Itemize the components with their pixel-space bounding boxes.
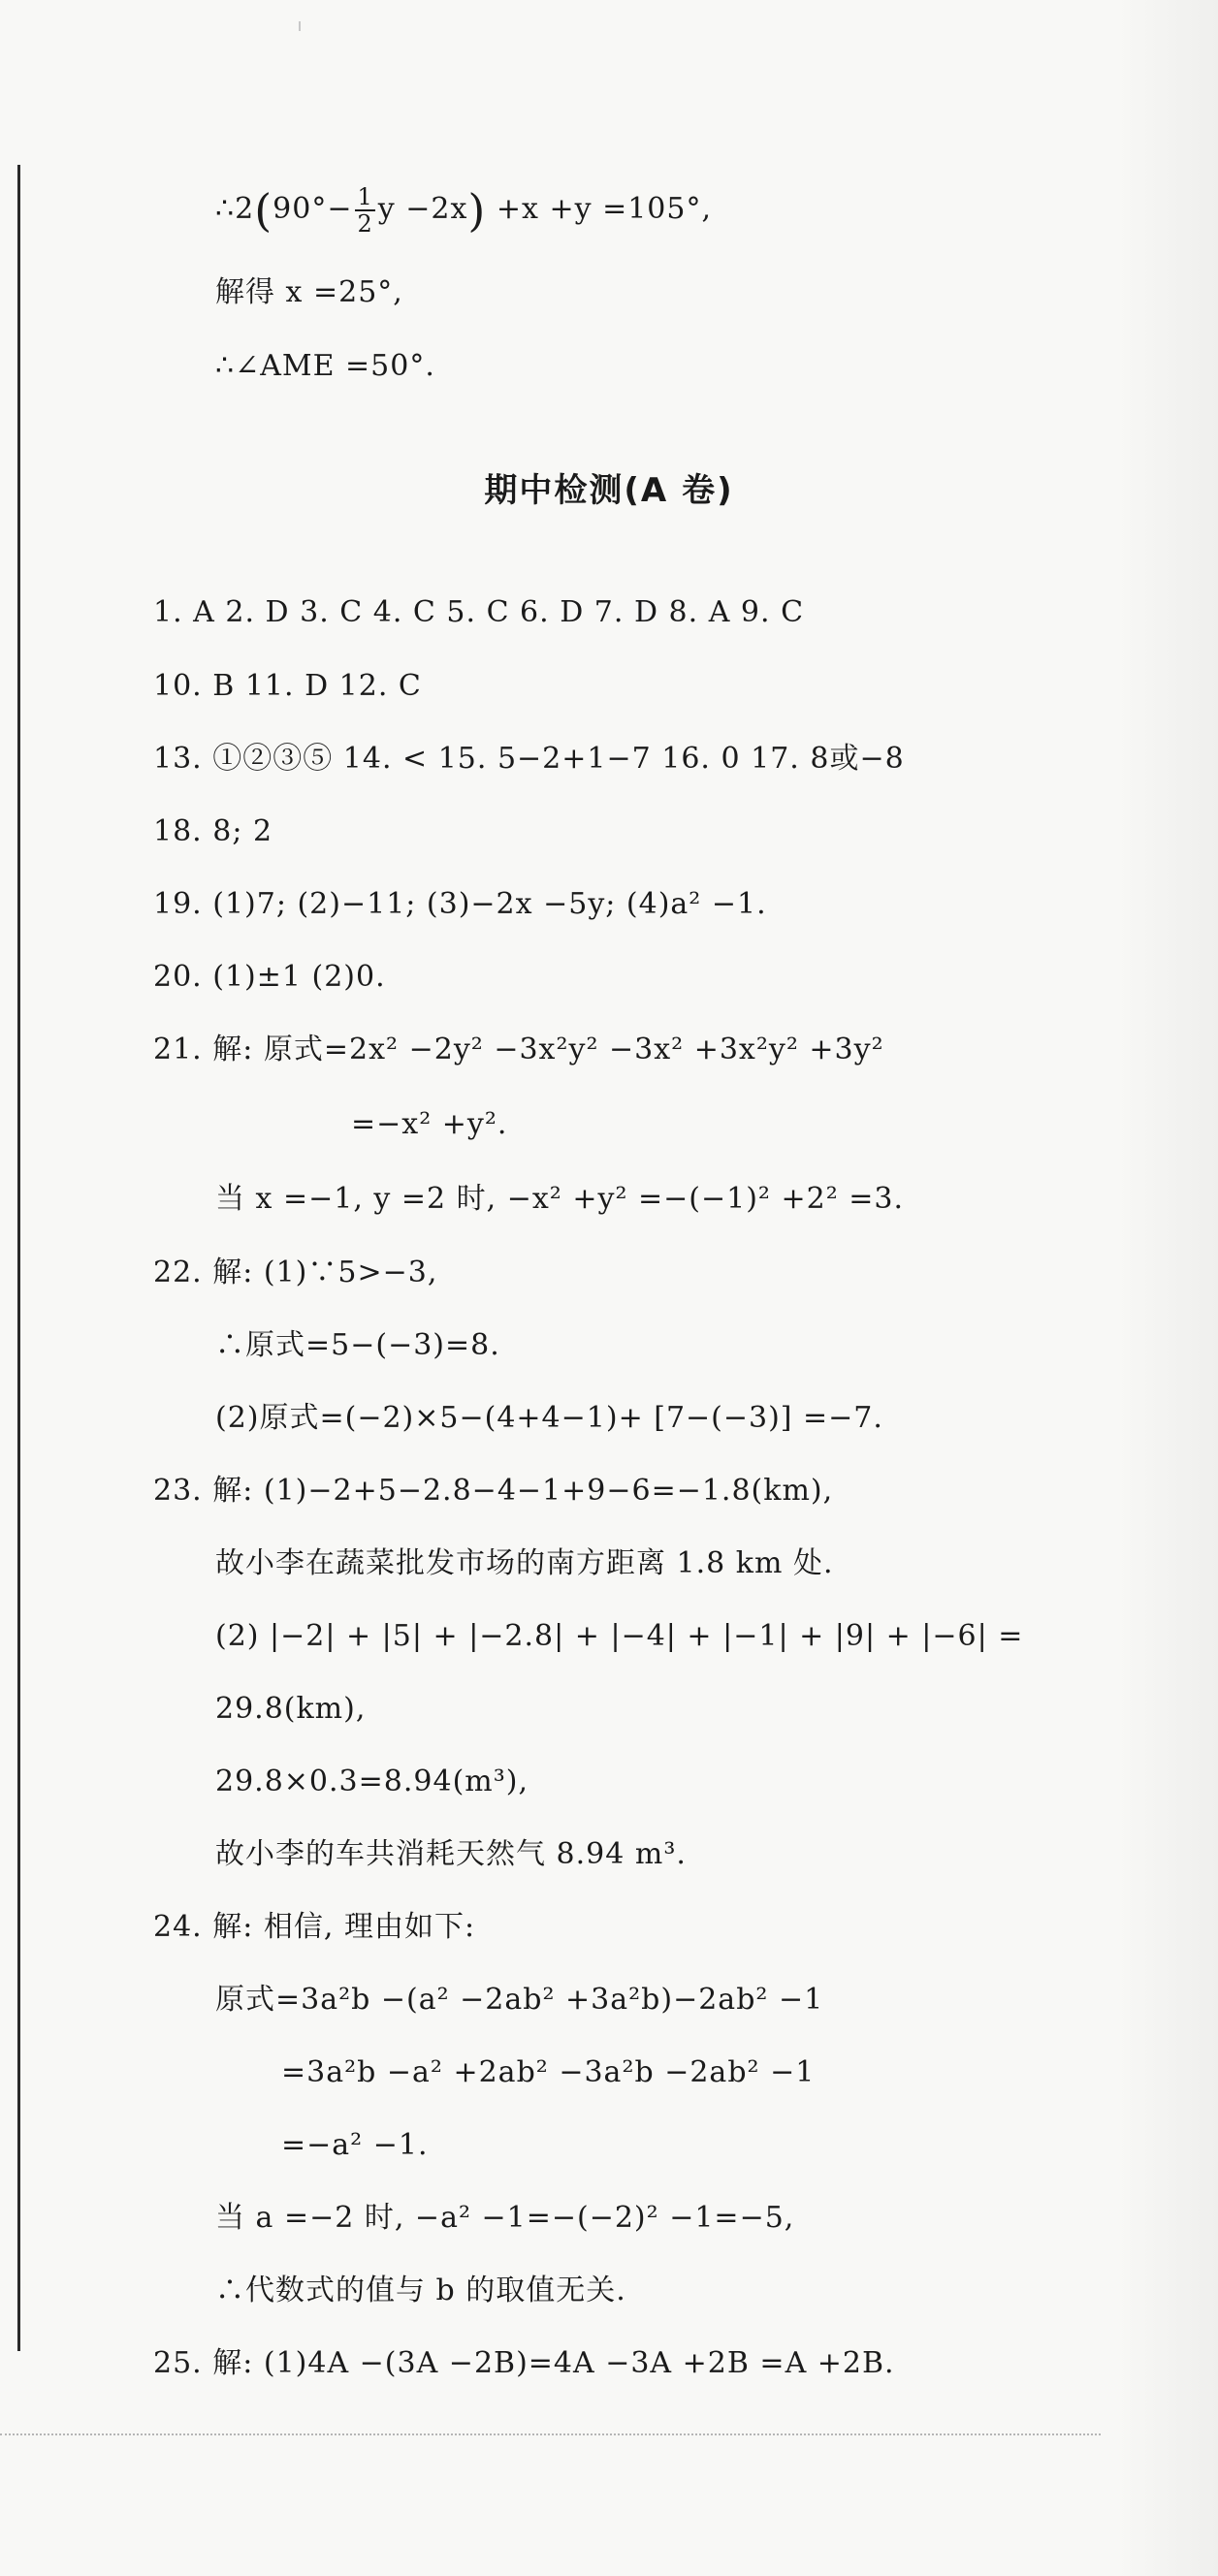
fraction-numerator: 1 <box>357 183 373 210</box>
answer-line: 29.8×0.3=8.94(m³), <box>215 1765 529 1798</box>
answer-line: 1. A 2. D 3. C 4. C 5. C 6. D 7. D 8. A 9. C <box>153 595 805 629</box>
equation-term: 90°− <box>272 192 353 226</box>
answer-line: 20. (1)±1 (2)0. <box>153 960 386 994</box>
answer-line: 故小李在蔬菜批发市场的南方距离 1.8 km 处. <box>215 1546 834 1580</box>
answer-line: (2)原式=(−2)×5−(4+4−1)+ [7−(−3)] =−7. <box>215 1401 883 1435</box>
answer-line: 23. 解: (1)−2+5−2.8−4−1+9−6=−1.8(km), <box>153 1474 834 1508</box>
answer-line: 29.8(km), <box>215 1692 367 1726</box>
page-edge-shade <box>1115 0 1218 2576</box>
answer-line: 13. ①②③⑤ 14. < 15. 5−2+1−7 16. 0 17. 8或−8 <box>153 742 905 776</box>
answer-line: 当 a =−2 时, −a² −1=−(−2)² −1=−5, <box>215 2201 795 2235</box>
answer-line: 故小李的车共消耗天然气 8.94 m³. <box>215 1837 687 1871</box>
conclusion-line: ∴∠AME =50°. <box>215 349 435 383</box>
answer-line: 10. B 11. D 12. C <box>153 669 422 703</box>
answer-line: 24. 解: 相信, 理由如下: <box>153 1910 476 1944</box>
scan-mark <box>299 21 301 31</box>
paren-right: ) <box>467 184 487 237</box>
answer-line: 19. (1)7; (2)−11; (3)−2x −5y; (4)a² −1. <box>153 887 767 921</box>
answer-line: =−a² −1. <box>281 2128 429 2162</box>
equation-line <box>215 184 712 237</box>
answer-line: 21. 解: 原式=2x² −2y² −3x²y² −3x² +3x²y² +3y² <box>153 1033 884 1066</box>
equation-prefix: ∴2 <box>215 192 255 226</box>
equation-term: y −2x <box>377 192 468 226</box>
fraction <box>355 184 374 237</box>
answer-line: ∴代数式的值与 b 的取值无关. <box>215 2274 626 2307</box>
answer-line: =3a²b −a² +2ab² −3a²b −2ab² −1 <box>281 2055 816 2089</box>
answer-line: 当 x =−1, y =2 时, −x² +y² =−(−1)² +2² =3. <box>215 1182 905 1216</box>
answer-line: 22. 解: (1)∵5>−3, <box>153 1256 438 1289</box>
paren-left: ( <box>254 184 273 237</box>
dotted-divider <box>0 2433 1101 2435</box>
fraction-denominator: 2 <box>357 210 373 238</box>
solution-line: 解得 x =25°, <box>215 275 403 309</box>
equation-term: +x +y =105°, <box>496 192 713 226</box>
section-title: 期中检测(A 卷) <box>484 471 734 510</box>
answer-line: 18. 8; 2 <box>153 814 273 848</box>
answer-line: 25. 解: (1)4A −(3A −2B)=4A −3A +2B =A +2B. <box>153 2346 895 2380</box>
answer-line: 原式=3a²b −(a² −2ab² +3a²b)−2ab² −1 <box>215 1983 824 2017</box>
answer-line: =−x² +y². <box>351 1107 508 1141</box>
answer-line: ∴原式=5−(−3)=8. <box>215 1328 500 1362</box>
answer-line: (2) |−2| + |5| + |−2.8| + |−4| + |−1| + |9| + |−6| = <box>215 1619 1024 1653</box>
